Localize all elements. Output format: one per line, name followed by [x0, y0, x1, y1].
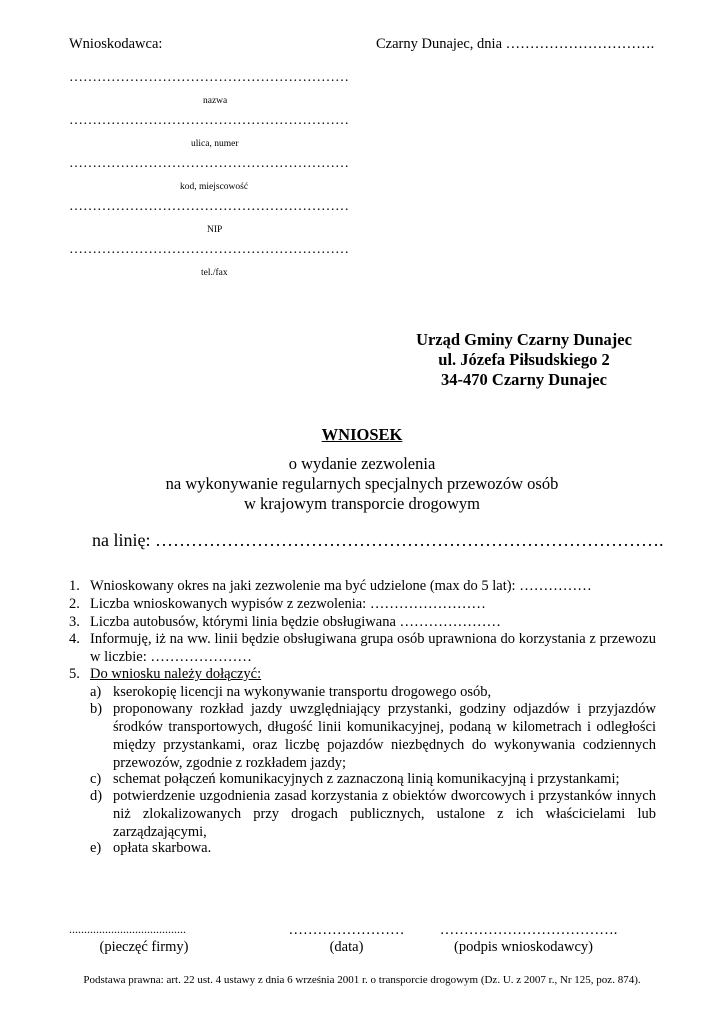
- subtitle-line-1: o wydanie zezwolenia: [288, 454, 436, 473]
- city-dots: ……………………………………………………: [69, 156, 349, 171]
- nip-dots: ……………………………………………………: [69, 199, 349, 214]
- list-item-2: 2. Liczba wnioskowanych wypisów z zezwolenia: ……………………: [69, 596, 486, 612]
- name-caption: nazwa: [203, 96, 228, 106]
- list-item-1: 1. Wnioskowany okres na jaki zezwolenie ma być udzielone (max do 5 lat): ……………: [69, 578, 592, 594]
- signature-label: (podpis wnioskodawcy): [454, 939, 593, 955]
- list-item-3: 3. Liczba autobusów, którymi linia będzie obsługiwana …………………: [69, 614, 502, 630]
- list-item-4: 4. Informuję, iż na ww. linii będzie obsługiwana grupa osób uprawniona do korzystania z przewozu w liczbie: …………………: [69, 631, 656, 665]
- street-dots: ……………………………………………………: [69, 113, 349, 128]
- subtitle-line-3: w krajowym transporcie drogowym: [244, 494, 480, 513]
- office-city: 34-470 Czarny Dunajec: [441, 370, 607, 389]
- stamp-dots: .......................................: [69, 922, 186, 936]
- attachment-a: a) kserokopię licencji na wykonywanie transportu drogowego osób,: [90, 684, 492, 700]
- signature-dots: ……………………………….: [439, 922, 618, 938]
- office-name: Urząd Gminy Czarny Dunajec: [416, 330, 632, 349]
- date-label: (data): [329, 939, 364, 955]
- phone-dots: ……………………………………………………: [69, 242, 349, 257]
- attachment-b: b) proponowany rozkład jazdy uwzględniający przystanki, godziny odjazdów i przyjazdów środków transportowych, długość linii komunikacyjnej, podaną w kilometrach i odległości między przystankami, oraz liczbę pojazdów niezbędnych do wykonywania codziennych przewozów, zgodnie z rozkładem jazdy;: [90, 701, 656, 771]
- applicant-label: Wnioskodawca:: [69, 36, 163, 52]
- name-dots: ……………………………………………………: [69, 70, 349, 85]
- document-title: WNIOSEK: [321, 425, 403, 444]
- date-dots: ……………………: [288, 922, 405, 938]
- attachment-e: e) opłata skarbowa.: [90, 840, 212, 856]
- place-date: Czarny Dunajec, dnia ………………………….: [376, 36, 655, 52]
- route-line: na linię: ………………………………………………………………………….: [92, 530, 664, 550]
- city-caption: kod, miejscowość: [180, 182, 249, 192]
- street-caption: ulica, numer: [191, 139, 239, 149]
- attachment-c: c) schemat połączeń komunikacyjnych z zaznaczoną linią komunikacyjną i przystankami;: [90, 771, 620, 787]
- phone-caption: tel./fax: [201, 268, 228, 278]
- subtitle-line-2: na wykonywanie regularnych specjalnych przewozów osób: [165, 474, 559, 493]
- office-street: ul. Józefa Piłsudskiego 2: [438, 350, 610, 369]
- legal-basis: Podstawa prawna: art. 22 ust. 4 ustawy z dnia 6 września 2001 r. o transporcie drogowym (Dz. U. z 2007 r., Nr 125, poz. 874).: [83, 974, 641, 986]
- stamp-label: (pieczęć firmy): [99, 939, 189, 955]
- attachment-d: d) potwierdzenie uzgodnienia zasad korzystania z obiektów dworcowych i przystanków innych niż zlokalizowanych przy drogach publicznych, ustalone z ich właścicielami lub zarządzającymi,: [90, 788, 656, 840]
- nip-caption: NIP: [207, 225, 223, 235]
- list-item-5: 5. Do wniosku należy dołączyć:: [69, 666, 262, 682]
